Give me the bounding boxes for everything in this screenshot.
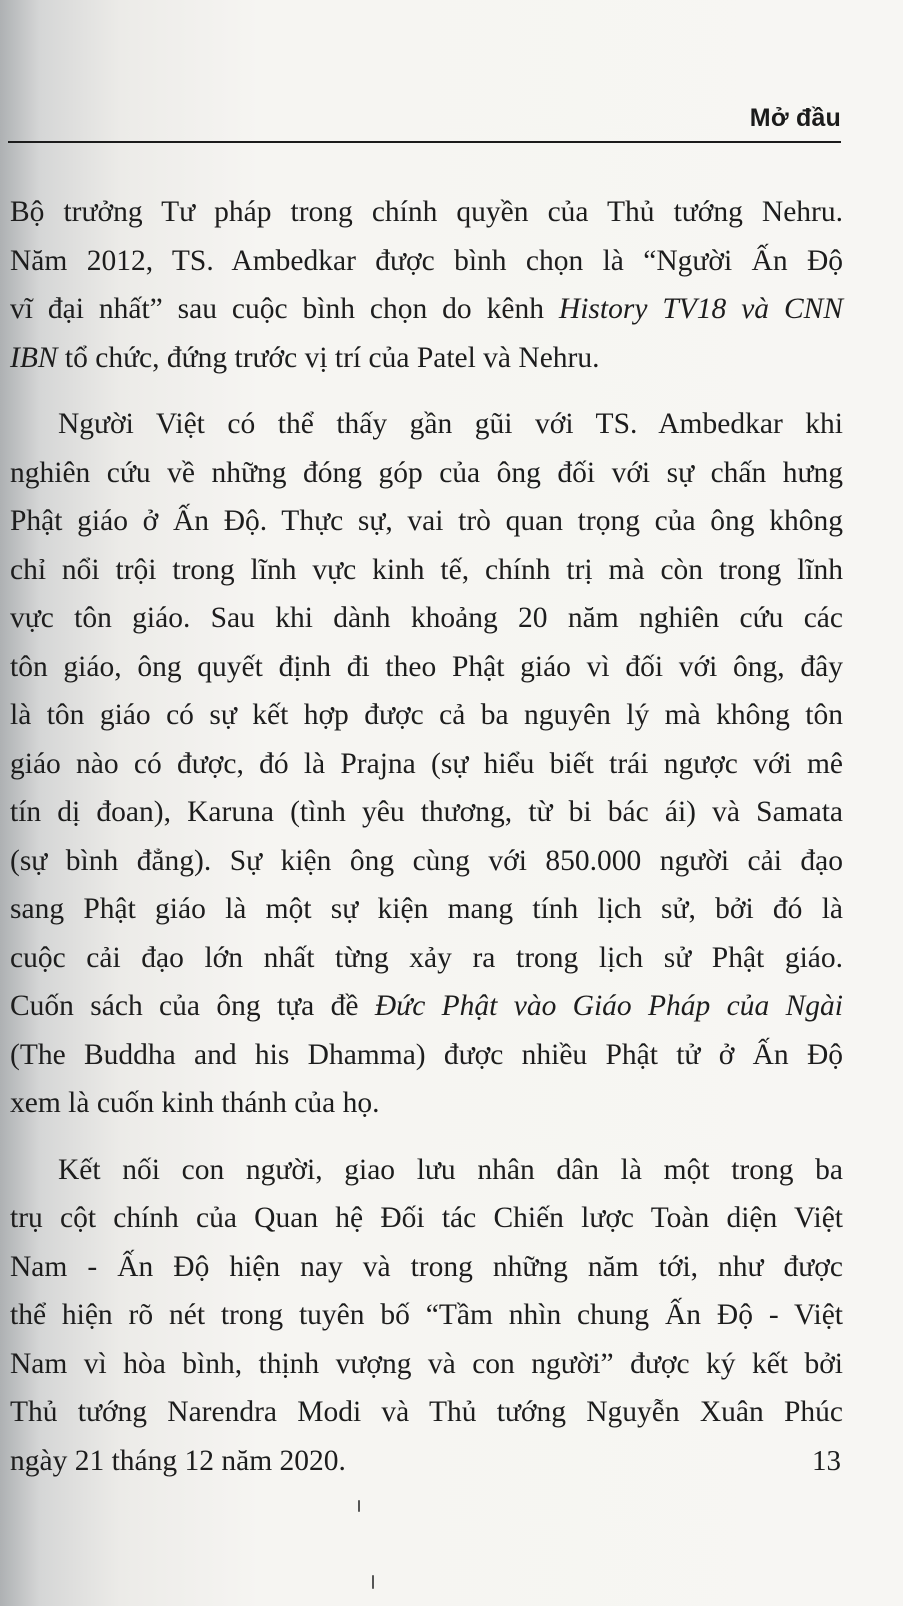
text-line: chỉ nổi trội trong lĩnh vực kinh tế, chính trị mà còn trong lĩnh — [10, 553, 843, 586]
text-line: (sự bình đẳng). Sự kiện ông cùng với 850.000 người cải đạo — [10, 844, 843, 877]
italic-run-channel-name: History TV18 và CNN — [558, 293, 843, 325]
text-line: Nam vì hòa bình, thịnh vượng và con người” được ký kết bởi — [10, 1347, 843, 1380]
text-run: vĩ đại nhất” sau cuộc bình chọn do kênh — [10, 293, 559, 325]
text-line: tín dị đoan), Karuna (tình yêu thương, từ bi bác ái) và Samata — [10, 796, 843, 828]
paragraph-2 — [10, 400, 843, 1128]
italic-run-channel-name: IBN — [10, 341, 58, 374]
text-run: tổ chức, đứng trước vị trí của Patel và Nehru. — [57, 341, 600, 374]
text-run: Cuốn sách của ông tựa đề — [10, 990, 375, 1022]
text-line: Bộ trưởng Tư pháp trong chính quyền của Thủ tướng Nehru. — [10, 196, 843, 228]
text-line: Năm 2012, TS. Ambedkar được bình chọn là “Người Ấn Độ — [10, 244, 843, 277]
chapter-running-head: Mở đầu — [749, 104, 841, 132]
paragraph-3 — [10, 1146, 843, 1486]
page-number: 13 — [812, 1445, 841, 1477]
paragraph-1 — [10, 188, 843, 382]
text-line — [10, 334, 843, 383]
header-rule — [8, 141, 841, 143]
text-line: vực tôn giáo. Sau khi dành khoảng 20 năm nghiên cứu các — [10, 602, 843, 634]
text-line: Người Việt có thể thấy gần gũi với TS. Ambedkar khi — [58, 408, 843, 440]
text-line: giáo nào có được, đó là Prajna (sự hiểu biết trái ngược với mê — [10, 747, 843, 780]
text-line: (The Buddha and his Dhamma) được nhiều Phật tử ở Ấn Độ — [10, 1038, 843, 1071]
text-line: xem là cuốn kinh thánh của họ. — [10, 1087, 380, 1119]
text-line: Thủ tướng Narendra Modi và Thủ tướng Nguyễn Xuân Phúc — [10, 1396, 843, 1428]
text-line: thể hiện rõ nét trong tuyên bố “Tầm nhìn chung Ấn Độ - Việt — [10, 1299, 843, 1331]
text-line — [10, 982, 843, 1031]
text-line: cuộc cải đạo lớn nhất từng xảy ra trong lịch sử Phật giáo. — [10, 941, 843, 974]
text-line: ngày 21 tháng 12 năm 2020. — [10, 1444, 346, 1477]
text-line: tôn giáo, ông quyết định đi theo Phật giáo vì đối với ông, đây — [10, 650, 843, 683]
text-line: Kết nối con người, giao lưu nhân dân là một trong ba — [58, 1153, 843, 1186]
text-line: trụ cột chính của Quan hệ Đối tác Chiến lược Toàn diện Việt — [10, 1202, 843, 1234]
text-line: là tôn giáo có sự kết hợp được cả ba nguyên lý mà không tôn — [10, 699, 843, 731]
print-speck — [372, 1575, 374, 1589]
italic-run-book-title: Đức Phật vào Giáo Pháp của Ngài — [374, 990, 843, 1022]
text-line: Nam - Ấn Độ hiện nay và trong những năm tới, như được — [10, 1250, 843, 1283]
text-line — [10, 285, 843, 334]
print-speck — [358, 1500, 360, 1512]
body-text — [10, 188, 843, 1503]
text-line: nghiên cứu về những đóng góp của ông đối với sự chấn hưng — [10, 456, 843, 489]
text-line: Phật giáo ở Ấn Độ. Thực sự, vai trò quan trọng của ông không — [10, 505, 843, 537]
text-line: sang Phật giáo là một sự kiện mang tính lịch sử, bởi đó là — [10, 893, 843, 925]
